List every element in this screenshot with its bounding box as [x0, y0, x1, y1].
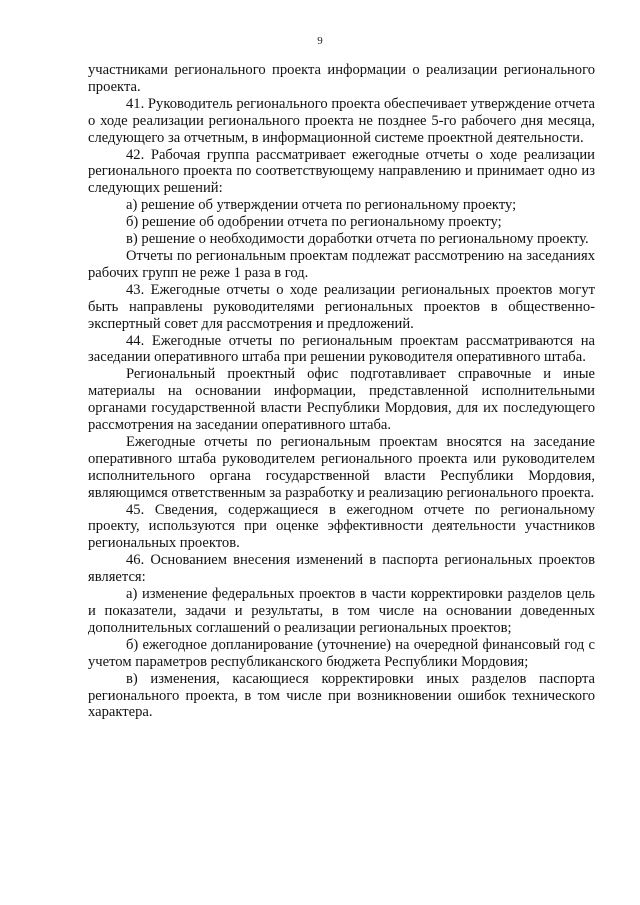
paragraph-45: 45. Сведения, содержащиеся в ежегодном отчете по региональному проекту, используются при оценке эффективности деятельности участников региональных проектов. [88, 501, 595, 552]
paragraph-project-office: Региональный проектный офис подготавливает справочные и иные материалы на основании информации, представленной исполнительными органами государственной власти Республики Мордовия, для их последующего рассмотрения на заседании оперативного штаба. [88, 366, 595, 434]
list-item-c-revision: в) решение о необходимости доработки отчета по региональному проекту. [126, 231, 589, 248]
document-body [88, 62, 595, 721]
list-item-c-corrections: в) изменения, касающиеся корректировки иных разделов паспорта регионального проекта, в том числе при возникновении ошибок технического характера. [88, 670, 595, 721]
paragraph-42: 42. Рабочая группа рассматривает ежегодные отчеты о ходе реализации регионального проекта по соответствующему направлению и принимает одно из следующих решений: [88, 146, 595, 197]
paragraph-41: 41. Руководитель регионального проекта обеспечивает утверждение отчета о ходе реализации регионального проекта не позднее 5-го рабочего дня месяца, следующего за отчетным, в информационной системе проектной деятельности. [88, 95, 595, 146]
list-item-a-approval: а) решение об утверждении отчета по региональному проекту; [126, 197, 517, 214]
paragraph-46: 46. Основанием внесения изменений в паспорта региональных проектов является: [88, 552, 595, 586]
list-item-b-endorsement: б) решение об одобрении отчета по региональному проекту; [126, 214, 502, 231]
paragraph-reports-review: Отчеты по региональным проектам подлежат рассмотрению на заседаниях рабочих групп не реже 1 раза в год. [88, 247, 595, 281]
paragraph-44: 44. Ежегодные отчеты по региональным проектам рассматриваются на заседании оперативного штаба при решении руководителя оперативного штаба. [88, 332, 595, 366]
paragraph-continuation: участниками регионального проекта информации о реализации регионального проекта. [88, 62, 595, 95]
page-number: 9 [317, 35, 323, 47]
paragraph-43: 43. Ежегодные отчеты о ходе реализации региональных проектов могут быть направлены руководителями региональных проектов в общественно-экспертный совет для рассмотрения и предложений. [88, 281, 595, 332]
list-item-a-federal-changes: а) изменение федеральных проектов в части корректировки разделов цель и показатели, задачи и результаты, в том числе на основании доведенных дополнительных соглашений о реализации региональных проектов; [88, 586, 595, 636]
paragraph-annual-reports: Ежегодные отчеты по региональным проектам вносятся на заседание оперативного штаба руководителем регионального проекта или руководителем исполнительного органа государственной власти Республики Мордовия, являющимся ответственным за разработку и реализацию регионального проекта. [88, 433, 595, 501]
list-item-b-budget: б) ежегодное допланирование (уточнение) на очередной финансовый год с учетом параметров республиканского бюджета Республики Мордовия; [88, 636, 595, 670]
